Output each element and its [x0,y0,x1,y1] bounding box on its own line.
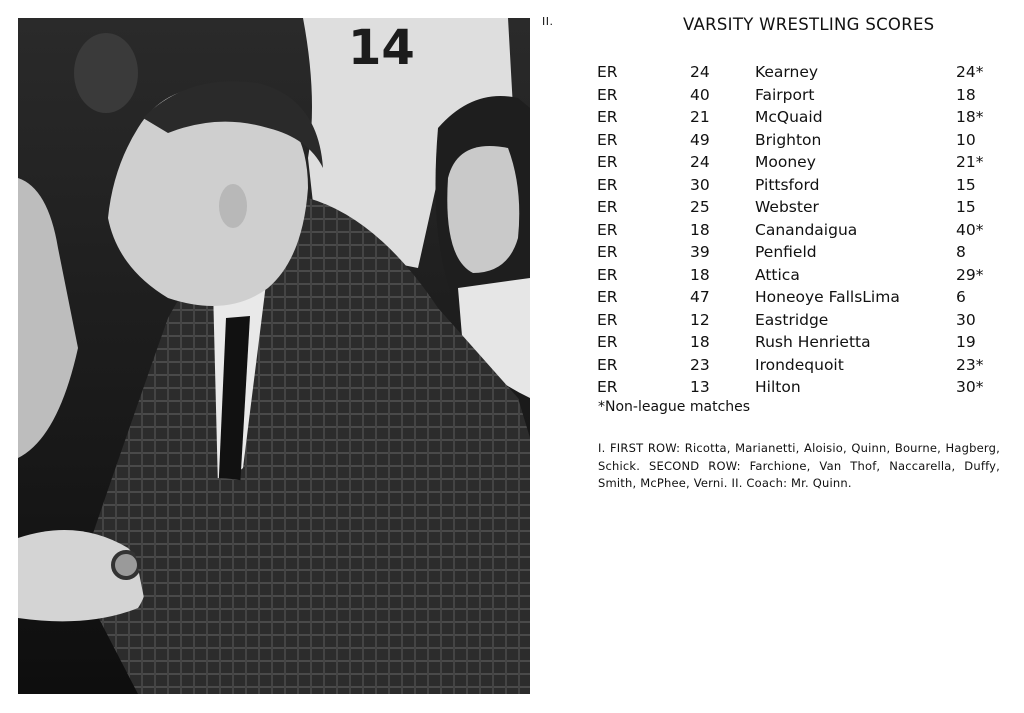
young-wrestler-face [447,146,519,273]
background-spectator-head [74,33,138,113]
team-name: ER [597,63,618,81]
coach-photo-illustration [18,18,530,694]
team-score: 18 [690,265,710,284]
score-row [597,264,997,287]
team-name: ER [597,333,618,351]
opponent-score: 18* [956,108,984,126]
score-row [597,196,997,219]
opponent-name: Penfield [755,243,817,261]
opponent-name: Pittsford [755,175,820,194]
opponent-score: 19 [956,333,976,351]
team-score: 47 [690,288,710,306]
opponent-name: Attica [755,265,800,284]
opponent-name: Canandaigua [755,220,858,239]
score-row [597,219,997,242]
opponent-name: Mooney [755,153,816,171]
caption-number: II. [542,15,554,28]
opponent-name: Brighton [755,130,822,149]
team-name: ER [597,243,618,261]
non-league-footnote: *Non-league matches [598,399,751,415]
scores-table [597,61,997,399]
opponent-name: Webster [755,198,819,216]
opponent-name: Irondequoit [755,355,844,374]
team-name: ER [597,108,618,126]
jersey-number: 14 [348,20,415,76]
score-row [597,241,997,264]
score-row [597,106,997,129]
team-name: ER [597,130,618,149]
team-name: ER [597,175,618,194]
team-score: 30 [690,175,710,194]
opponent-name: Hilton [755,378,801,396]
team-name: ER [597,265,618,284]
team-name: ER [597,85,618,104]
opponent-score: 15 [956,175,976,194]
opponent-name: Eastridge [755,310,829,329]
opponent-score: 40* [956,220,984,239]
coach-ear [219,184,247,228]
wristwatch [113,552,139,578]
team-score: 21 [690,108,710,126]
team-name: ER [597,153,618,171]
team-name: ER [597,198,618,216]
team-score: 24 [690,153,710,171]
opponent-name: McQuaid [755,108,823,126]
page-title: VARSITY WRESTLING SCORES [683,15,935,34]
opponent-score: 21* [956,153,984,171]
score-row [597,61,997,84]
team-name: ER [597,220,618,239]
opponent-score: 18 [956,85,976,104]
photo-credits-caption: I. FIRST ROW: Ricotta, Marianetti, Aloisio, Quinn, Bourne, Hagberg, Schick. SECOND ROW: Farchione, Van Thof, Naccarella, Duffy, Smith, McPhee, Verni. II. Coach: Mr. Quinn. [598,441,1000,490]
opponent-score: 15 [956,198,976,216]
opponent-score: 6 [956,288,966,306]
opponent-name: Honeoye FallsLima [755,288,900,306]
score-row [597,354,997,377]
team-name: ER [597,378,618,396]
team-score: 24 [690,63,710,81]
team-score: 40 [690,85,710,104]
score-row [597,151,997,174]
team-score: 49 [690,130,710,149]
coach-photo [18,18,530,694]
opponent-score: 10 [956,130,976,149]
opponent-score: 23* [956,355,984,374]
team-score: 23 [690,355,710,374]
team-score: 18 [690,220,710,239]
opponent-score: 30 [956,310,976,329]
score-row [597,129,997,152]
score-row [597,309,997,332]
opponent-score: 29* [956,265,984,284]
score-row [597,174,997,197]
opponent-name: Kearney [755,63,819,81]
team-score: 12 [690,310,710,329]
team-score: 18 [690,333,710,351]
score-row [597,84,997,107]
score-row [597,286,997,309]
team-score: 39 [690,243,710,261]
team-name: ER [597,355,618,374]
team-score: 25 [690,198,710,216]
team-name: ER [597,310,618,329]
score-row [597,376,997,399]
opponent-name: Rush Henrietta [755,333,871,351]
score-row [597,331,997,354]
team-name: ER [597,288,618,306]
team-score: 13 [690,378,710,396]
opponent-score: 24* [956,63,984,81]
opponent-score: 8 [956,243,966,261]
opponent-score: 30* [956,378,984,396]
opponent-name: Fairport [755,85,815,104]
